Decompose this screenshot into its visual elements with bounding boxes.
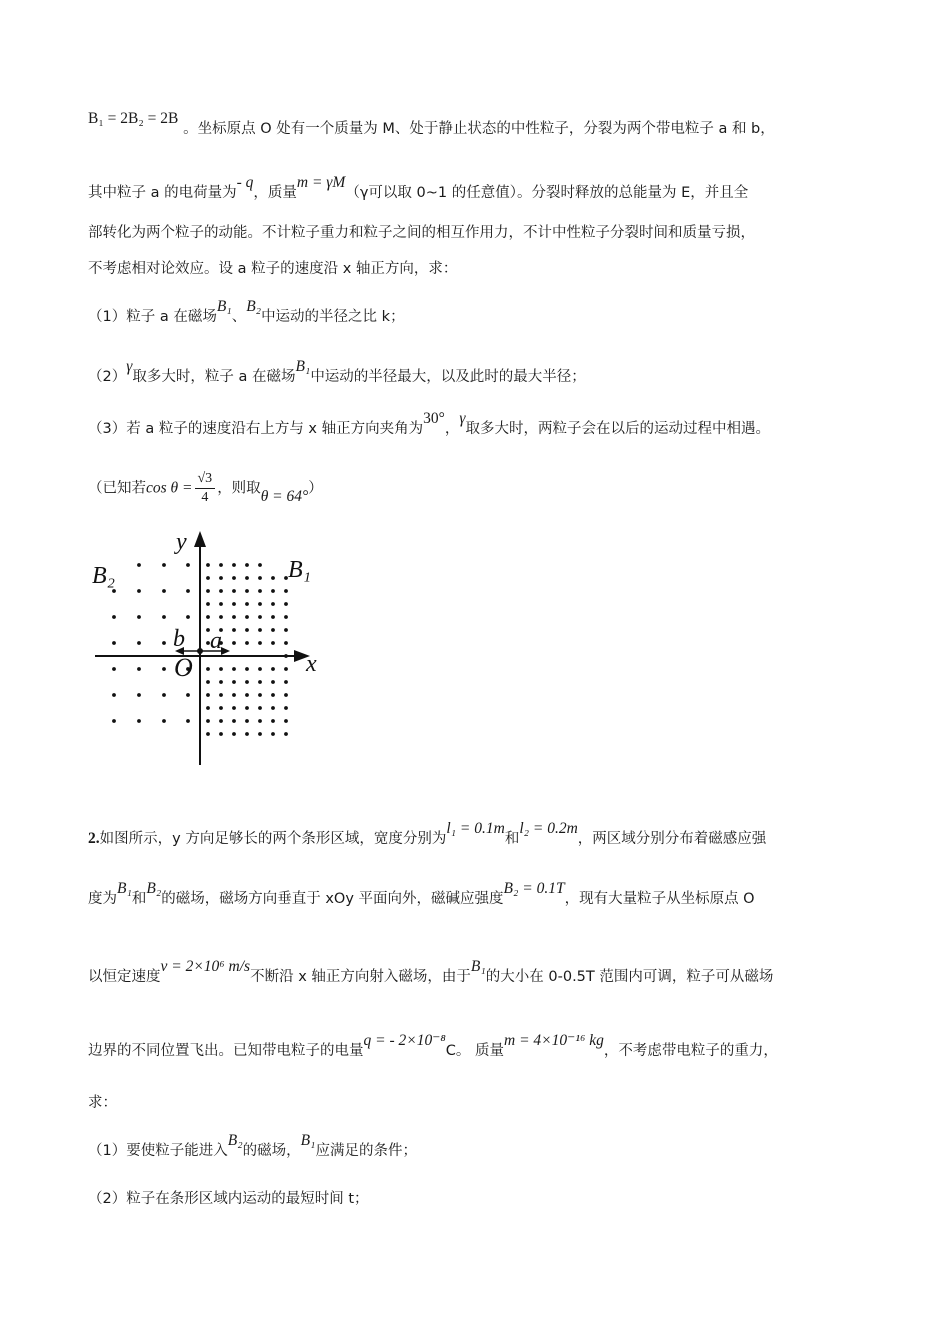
field-dot <box>284 693 288 697</box>
note-text-b: ，则取 <box>217 480 261 497</box>
field-dot <box>137 589 141 593</box>
field-dot <box>219 680 223 684</box>
field-dot <box>258 719 262 723</box>
field-dot <box>232 563 236 567</box>
field-dot <box>258 667 262 671</box>
note-fraction <box>195 470 216 507</box>
charge-value: q = - 2×10⁻⁸ <box>363 1032 446 1049</box>
field-dot <box>186 563 190 567</box>
field-dot <box>271 615 275 619</box>
field-dot <box>245 628 249 632</box>
field-dot <box>232 732 236 736</box>
field-dot <box>162 719 166 723</box>
field-dot <box>219 602 223 606</box>
field-dot <box>258 680 262 684</box>
field-dot <box>245 602 249 606</box>
p2-text-2d: ，现有大量粒子从坐标原点 O <box>564 891 755 907</box>
width-l2: l₂ = 0.2m <box>519 820 578 837</box>
p1-line-3 <box>88 222 755 243</box>
label-origin: O <box>174 653 193 682</box>
field-dot <box>219 706 223 710</box>
field-dot <box>232 667 236 671</box>
q3-angle: 30° <box>423 410 445 427</box>
field-dot <box>186 719 190 723</box>
note-text-a: （已知若 <box>88 480 146 497</box>
q1-b2: B₂ <box>246 298 262 315</box>
field-dot <box>271 706 275 710</box>
q3-text-b: ， <box>444 421 460 437</box>
field-dot <box>284 680 288 684</box>
p1-text-3: 部转化为两个粒子的动能。不计粒子重力和粒子之间的相互作用力，不计中性粒子分裂时间和质量亏损， <box>88 225 755 241</box>
p1-question-1 <box>88 298 405 327</box>
field-dot <box>137 719 141 723</box>
q2-gamma: γ <box>126 358 133 375</box>
field-dot <box>271 732 275 736</box>
field-dot <box>284 641 288 645</box>
magnetic-field-figure <box>80 525 340 770</box>
label-b: b <box>173 626 185 652</box>
label-a: a <box>210 628 222 654</box>
p1-text-2c: （γ可以取 0~1 的任意值）。分裂时释放的总能量为 E，并且全 <box>345 185 749 201</box>
label-b1: B₁ <box>288 557 312 583</box>
p2-q1-text-b: 的磁场， <box>242 1143 301 1159</box>
field-dot <box>258 576 262 580</box>
field-dot <box>271 641 275 645</box>
p2-q1-b2: B₂ <box>227 1132 243 1149</box>
field-dot <box>284 615 288 619</box>
note-fraction-numerator: √3 <box>195 470 216 489</box>
field-dot <box>219 732 223 736</box>
field-dot <box>137 641 141 645</box>
p1-line-1 <box>88 110 775 139</box>
mass-value: m = 4×10⁻¹⁶ kg <box>504 1032 604 1049</box>
p2-text-3a: 以恒定速度 <box>88 969 161 985</box>
field-dot <box>206 615 210 619</box>
field-dot <box>232 706 236 710</box>
field-dot <box>206 576 210 580</box>
field-dot <box>162 563 166 567</box>
p2-line-4 <box>88 1032 778 1061</box>
field-dot <box>206 602 210 606</box>
field-dot <box>284 732 288 736</box>
field-dot <box>271 602 275 606</box>
p2-b2: B₂ <box>146 880 162 897</box>
q1-text-b: 、 <box>231 309 247 325</box>
p2-text-1b: 和 <box>504 831 520 847</box>
p1-text-4: 不考虑相对论效应。设 a 粒子的速度沿 x 轴正方向，求： <box>88 261 458 277</box>
field-dot <box>258 563 262 567</box>
p1-text-2a: 其中粒子 a 的电荷量为 <box>88 185 237 201</box>
p1-text-1: 。坐标原点 O 处有一个质量为 M、处于静止状态的中性粒子，分裂为两个带电粒子 a 和 b， <box>183 121 775 137</box>
field-dot <box>186 589 190 593</box>
field-dot <box>162 667 166 671</box>
field-dot <box>232 589 236 593</box>
p2-text-2a: 度为 <box>88 891 117 907</box>
q2-text-c: 中运动的半径最大，以及此时的最大半径； <box>310 369 586 385</box>
field-dot <box>112 693 116 697</box>
field-dot <box>162 615 166 619</box>
q2-b1: B₁ <box>295 358 311 375</box>
p1-line-2 <box>88 174 749 203</box>
arrow-a-head <box>221 647 230 655</box>
p1-text-2b: ，质量 <box>253 185 297 201</box>
mass-formula: m = γM <box>296 174 346 191</box>
q3-text-c: 取多大时，两粒子会在以后的运动过程中相遇。 <box>465 421 770 437</box>
field-dot <box>186 693 190 697</box>
field-dot <box>219 563 223 567</box>
label-y: y <box>176 529 187 555</box>
field-dot <box>232 615 236 619</box>
p2-text-5: 求： <box>88 1095 117 1111</box>
field-dot <box>219 719 223 723</box>
field-dot <box>245 563 249 567</box>
field-dot <box>258 589 262 593</box>
field-dot <box>284 706 288 710</box>
formula-b1-b2: B₁ = 2B₂ = 2B <box>88 110 179 127</box>
field-dot <box>162 589 166 593</box>
field-dot <box>284 719 288 723</box>
field-dot <box>206 706 210 710</box>
p2-text-3c: 的大小在 0-0.5T 范围内可调，粒子可从磁场 <box>485 969 774 985</box>
field-dot <box>219 615 223 619</box>
q3-text-a: （3）若 a 粒子的速度沿右上方与 x 轴正方向夹角为 <box>88 421 424 437</box>
field-dot <box>206 667 210 671</box>
field-dot <box>206 719 210 723</box>
label-b2: B₂ <box>92 563 116 589</box>
field-dot <box>258 641 262 645</box>
field-dot <box>112 719 116 723</box>
note-theta: θ = 64° <box>260 487 309 505</box>
p2-b1: B₁ <box>117 880 132 897</box>
p2-text-4c: ，不考虑带电粒子的重力， <box>603 1043 778 1059</box>
y-axis-arrowhead <box>194 531 206 547</box>
field-dot <box>206 680 210 684</box>
field-dot <box>232 641 236 645</box>
p1-line-4 <box>88 258 457 279</box>
field-dot <box>186 615 190 619</box>
p2-q1-text-c: 应满足的条件； <box>315 1143 417 1159</box>
q2-text-a: （2） <box>88 369 127 385</box>
p2-q2-text: （2）粒子在条形区域内运动的最短时间 t； <box>88 1191 369 1207</box>
p2-text-3b: 不断沿 x 轴正方向射入磁场，由于 <box>250 969 471 985</box>
field-dot <box>137 615 141 619</box>
p1-note <box>88 470 323 507</box>
problem-number: 2. <box>88 830 100 847</box>
q1-text-c: 中运动的半径之比 k； <box>261 309 405 325</box>
field-dot <box>206 589 210 593</box>
field-dot <box>137 563 141 567</box>
q1-text-a: （1）粒子 a 在磁场 <box>88 309 217 325</box>
field-dot <box>258 706 262 710</box>
field-dot <box>258 693 262 697</box>
field-dot <box>112 589 116 593</box>
field-dot <box>258 628 262 632</box>
p2-text-4a: 边界的不同位置飞出。已知带电粒子的电量 <box>88 1043 364 1059</box>
field-dot <box>206 563 210 567</box>
field-dot <box>284 628 288 632</box>
field-dot <box>137 667 141 671</box>
p2-text-1c: ，两区域分别分布着磁感应强 <box>577 831 767 847</box>
field-dot <box>162 693 166 697</box>
field-dot <box>112 641 116 645</box>
field-dot <box>258 602 262 606</box>
field-dot <box>219 589 223 593</box>
field-dot <box>258 732 262 736</box>
note-cos: cos θ = <box>146 479 193 497</box>
field-dot <box>232 628 236 632</box>
p1-question-2 <box>88 358 586 387</box>
field-dot <box>137 693 141 697</box>
field-dot <box>245 667 249 671</box>
q2-text-b: 取多大时，粒子 a 在磁场 <box>132 369 296 385</box>
p2-line-1 <box>88 820 767 849</box>
origin-particle <box>197 648 203 654</box>
p2-q1-b1: B₁ <box>300 1132 316 1149</box>
p2-line-2 <box>88 880 755 909</box>
field-dot <box>271 589 275 593</box>
field-dot <box>258 615 262 619</box>
field-dot <box>271 628 275 632</box>
field-dot <box>271 667 275 671</box>
p2-line-3 <box>88 958 774 987</box>
field-dot <box>232 693 236 697</box>
q1-b1: B₁ <box>216 298 232 315</box>
q3-gamma: γ <box>459 410 466 427</box>
p2-text-4b: C。 质量 <box>445 1043 505 1059</box>
field-dot <box>232 719 236 723</box>
field-dot <box>271 693 275 697</box>
field-dot <box>271 719 275 723</box>
field-dot <box>232 680 236 684</box>
field-dot <box>245 589 249 593</box>
p2-text-2b: 和 <box>131 891 147 907</box>
field-dot <box>245 719 249 723</box>
field-dot <box>245 732 249 736</box>
field-dot <box>232 602 236 606</box>
field-dot <box>206 693 210 697</box>
field-dot <box>219 667 223 671</box>
p2-b1-adjustable: B₁ <box>470 958 486 975</box>
field-dot <box>112 667 116 671</box>
field-dot <box>284 602 288 606</box>
p2-question-2 <box>88 1188 369 1209</box>
p2-b2-value: B₂ = 0.1T <box>503 880 565 897</box>
charge-formula: - q <box>236 174 254 191</box>
p2-text-2c: 的磁场，磁场方向垂直于 xOy 平面向外，磁碱应强度 <box>161 891 504 907</box>
field-dot <box>206 732 210 736</box>
field-dot <box>245 641 249 645</box>
field-dot <box>245 680 249 684</box>
p2-line-5 <box>88 1092 117 1113</box>
field-dot <box>245 706 249 710</box>
field-dot <box>284 589 288 593</box>
width-l1: l₁ = 0.1m <box>446 820 505 837</box>
p2-question-1 <box>88 1132 417 1161</box>
p2-text-1a: 如图所示，y 方向足够长的两个条形区域，宽度分别为 <box>99 831 447 847</box>
note-text-c: ） <box>308 480 323 497</box>
field-dot <box>219 576 223 580</box>
field-dot <box>245 693 249 697</box>
note-fraction-denominator: 4 <box>201 490 209 505</box>
p2-q1-text-a: （1）要使粒子能进入 <box>88 1143 228 1159</box>
velocity-formula: v = 2×10⁶ m/s <box>160 958 251 975</box>
field-dot <box>245 615 249 619</box>
field-dot <box>271 576 275 580</box>
label-x: x <box>306 651 317 677</box>
p1-question-3 <box>88 410 770 439</box>
field-dot <box>232 576 236 580</box>
field-dot <box>245 576 249 580</box>
field-dot <box>219 693 223 697</box>
field-dot <box>162 641 166 645</box>
field-dot <box>271 680 275 684</box>
field-dot <box>112 615 116 619</box>
field-dot <box>284 667 288 671</box>
